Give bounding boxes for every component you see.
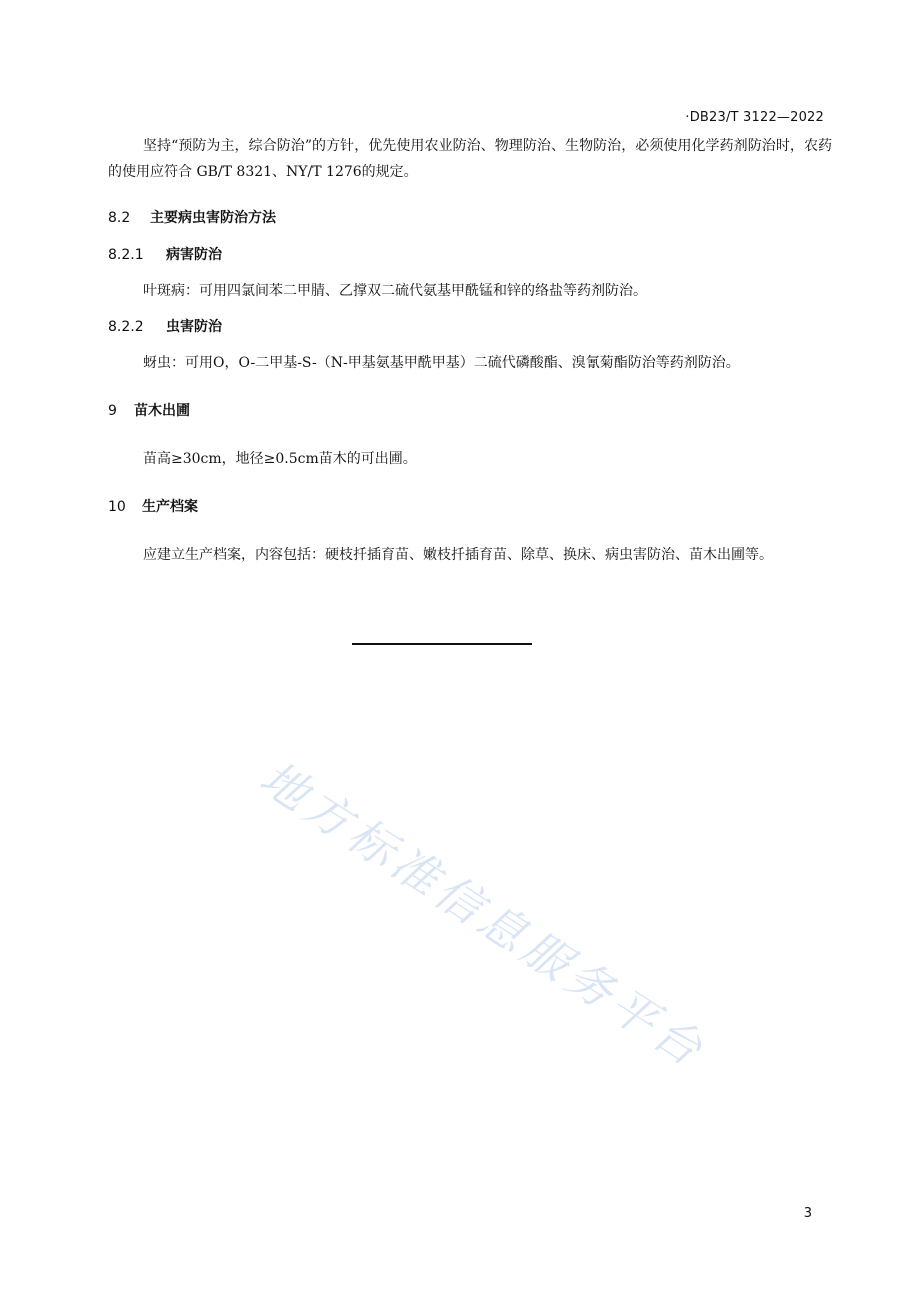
- section-title: 病害防治: [166, 247, 222, 263]
- section-8-2-1-heading: [108, 245, 222, 265]
- section-8-2-2-heading: [108, 317, 222, 337]
- section-8-2-heading: [108, 208, 276, 228]
- section-number: 8.2.1: [108, 247, 144, 263]
- pest-control-paragraph: 蚜虫：可用O，O-二甲基-S-（N-甲基氨基甲酰甲基）二硫代磷酸酯、溴氰菊酯防治等药剂防治。: [143, 355, 740, 371]
- section-10-heading: [108, 497, 198, 517]
- nursery-outplanting-paragraph: 苗高≥30cm，地径≥0.5cm苗木的可出圃。: [143, 451, 417, 467]
- section-number: 8.2.2: [108, 319, 144, 335]
- standard-code-header: ·DB23/T 3122—2022: [685, 110, 824, 125]
- intro-paragraph: 坚持“预防为主，综合防治”的方针，优先使用农业防治、物理防治、生物防治，必须使用化学药剂防治时，农药的使用应符合 GB/T 8321、NY/T 1276的规定。: [108, 138, 832, 180]
- end-of-document-rule: [352, 643, 532, 645]
- section-number: 8.2: [108, 210, 131, 226]
- section-title: 虫害防治: [166, 319, 222, 335]
- page-number: 3: [803, 1206, 812, 1221]
- disease-control-paragraph: 叶斑病：可用四氯间苯二甲腈、乙撑双二硫代氨基甲酰锰和锌的络盐等药剂防治。: [143, 283, 647, 299]
- watermark: 地方标准信息服务平台: [250, 750, 717, 1079]
- section-number: 10: [108, 499, 126, 515]
- section-title: 苗木出圃: [134, 403, 190, 419]
- section-9-heading: [108, 401, 190, 421]
- production-records-paragraph: 应建立生产档案，内容包括：硬枝扦插育苗、嫩枝扦插育苗、除草、换床、病虫害防治、苗木出圃等。: [143, 547, 773, 563]
- section-title: 生产档案: [142, 499, 198, 515]
- section-title: 主要病虫害防治方法: [150, 210, 276, 226]
- section-number: 9: [108, 403, 117, 419]
